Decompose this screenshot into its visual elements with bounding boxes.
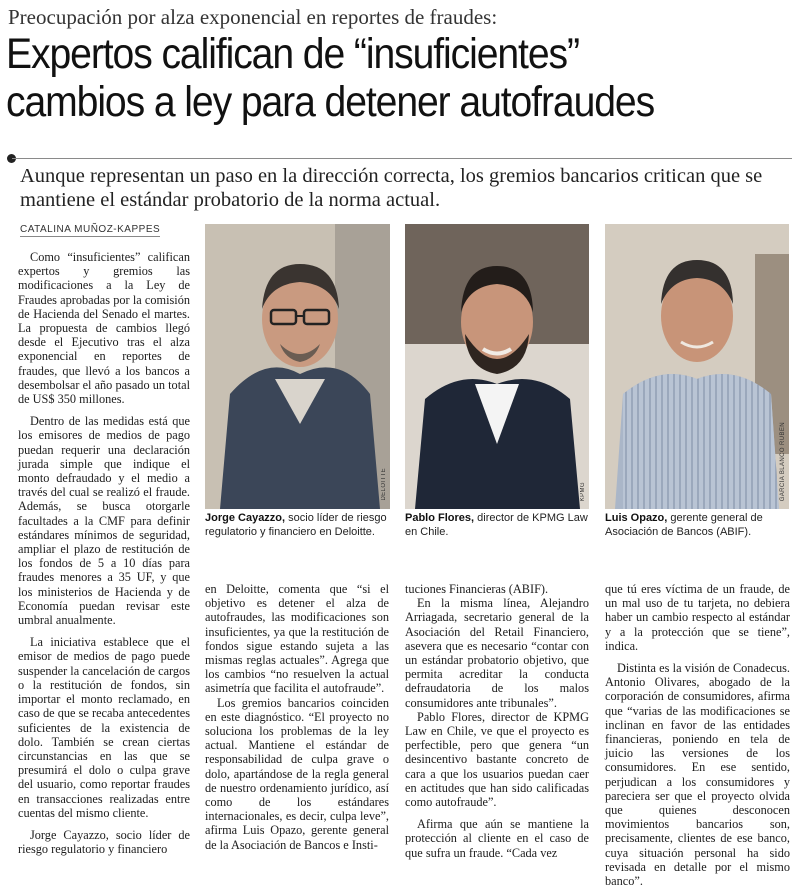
caption-name: Pablo Flores, [405,512,475,524]
article-column-4 [605,582,790,888]
photo-caption [205,512,400,539]
headline-line-2: cambios a ley para detener autofraudes [6,78,655,126]
photo-credit: DELOITTE [381,468,387,501]
paragraph: Dentro de las medidas está que los emisores de medios de pago puedan requerir una declaración jurada simple que indique el monto defraudado y el medio a través del cual se realizó el fraude. Además, se busca otorgarle facultades a la CMF para definir estándares mínimos de seguridad, ampliar el plazo de restitución de los fondos de 5 a 10 días para fraudes menores a 35 UF, y que los ministerios de Hacienda y de Economía puedan revisar este umbral anualmente. [18,414,190,628]
portrait-illustration [405,224,589,509]
photo-pablo-flores [405,224,589,509]
paragraph: Jorge Cayazzo, socio líder de riesgo regulatorio y financiero [18,827,190,857]
headline-line-1: Expertos califican de “insuficientes” [6,30,579,78]
paragraph: que tú eres víctima de un fraude, de un mal uso de tu tarjeta, no debiera haber un cambio respecto al estándar y a la protección que se tiene”, indica. [605,582,790,653]
paragraph: Pablo Flores, director de KPMG Law en Chile, ve que el proyecto es perfectible, pero que genera “un desincentivo bastante concreto de cara a que los usuarios puedan caer en actitudes que han sido calificadas como autofraude”. [405,709,589,810]
paragraph: Afirma que aún se mantiene la protección al cliente en el caso de que sufra un fraude. “Cada vez [405,817,589,860]
paragraph: tuciones Financieras (ABIF). [405,582,549,596]
photo-credit: GARCÍA BLANCO RUBEN [780,421,786,501]
divider-rule [12,158,792,159]
photo-caption [605,512,797,539]
paragraph: Distinta es la visión de Conadecus. Antonio Olivares, abogado de la corporación de consumidores, afirma que “varias de las modificaciones se inclinan en favor de las entidades financieras, poniendo en tela de juicio las versiones de los consumidores. En ese sentido, perjudican a los consumidores y pareciera ser que el proyecto olvida que quienes desconocen movimientos bancarios son, precisamente, clientes de ese banco, cuya situación personal ha sido revisada en detalle por el mismo banco”. [605,661,790,888]
caption-text: gerente general de Asociación de Bancos (ABIF). [605,512,763,538]
headline [6,30,725,126]
paragraph: Como “insuficientes” califican expertos y gremios las modificaciones a la Ley de Fraudes aprobadas por la comisión de Hacienda del Senado el martes. La propuesta de cambios llegó desde el Ejecutivo tras el alza exponencial en reportes de fraudes, que llevó a los bancos a desembolsar el año pasado un total de US$ 350 millones. [18,250,190,407]
article-column-2 [205,582,389,852]
paragraph: La iniciativa establece que el emisor de medios de pago puede suspender la cancelación de cargos o la restitución de fondos, sin importar el monto reclamado, en caso de que se recaba antecedentes suficientes de la existencia de dolo. También se crean ciertas circunstancias en las que se presumirá el dolo o culpa grave del usuario, como reportar fraudes en transacciones realizadas entre cuentas del mismo cliente. [18,635,190,820]
article-column-3 [405,582,589,860]
photo-caption [405,512,595,539]
article-column-1 [18,250,190,856]
kicker: Preocupación por alza exponencial en reportes de fraudes: [8,5,498,29]
photo-credit: KPMG [580,481,586,501]
deck-summary: Aunque representan un paso en la dirección correcta, los gremios bancarios critican que se mantiene el estándar probatorio de la norma actual. [20,165,763,211]
caption-name: Jorge Cayazzo, [205,512,286,524]
caption-text: socio líder de riesgo regulatorio y financiero en Deloitte. [205,512,387,538]
portrait-illustration [605,224,789,509]
caption-text: director de KPMG Law en Chile. [405,512,588,538]
photo-luis-opazo [605,224,789,509]
paragraph: Los gremios bancarios coinciden en este diagnóstico. “El proyecto no soluciona los problemas de la ley actual. Mantiene el estándar de responsabilidad de culpa grave o dolo, apartándose de la regla general de nuestro ordenamiento jurídico, así como de los estándares internacionales, es decir, culpa leve”, afirma Luis Opazo, gerente general de la Asociación de Bancos e Insti- [205,695,389,852]
portrait-illustration [205,224,390,509]
paragraph: En la misma línea, Alejandro Arriagada, secretario general de la Asociación del Retail Financiero, asevera que es necesario “contar con un estándar probatorio objetivo, que permita acreditar la conducta defraudatoria de los malos consumidores ante tribunales”. [405,596,589,710]
paragraph: en Deloitte, comenta que “si el objetivo es detener el alza de autofraudes, las modificaciones son insuficientes, ya que la restitución de fondos sigue estando sujeta a las mismas reglas actuales”. Agrega que los cambios “no resuelven la actual asimetría que facilita el autofraude”. [205,582,389,696]
byline: CATALINA MUÑOZ-KAPPES [20,224,161,235]
caption-name: Luis Opazo, [605,512,668,524]
photo-jorge-cayazzo [205,224,390,509]
